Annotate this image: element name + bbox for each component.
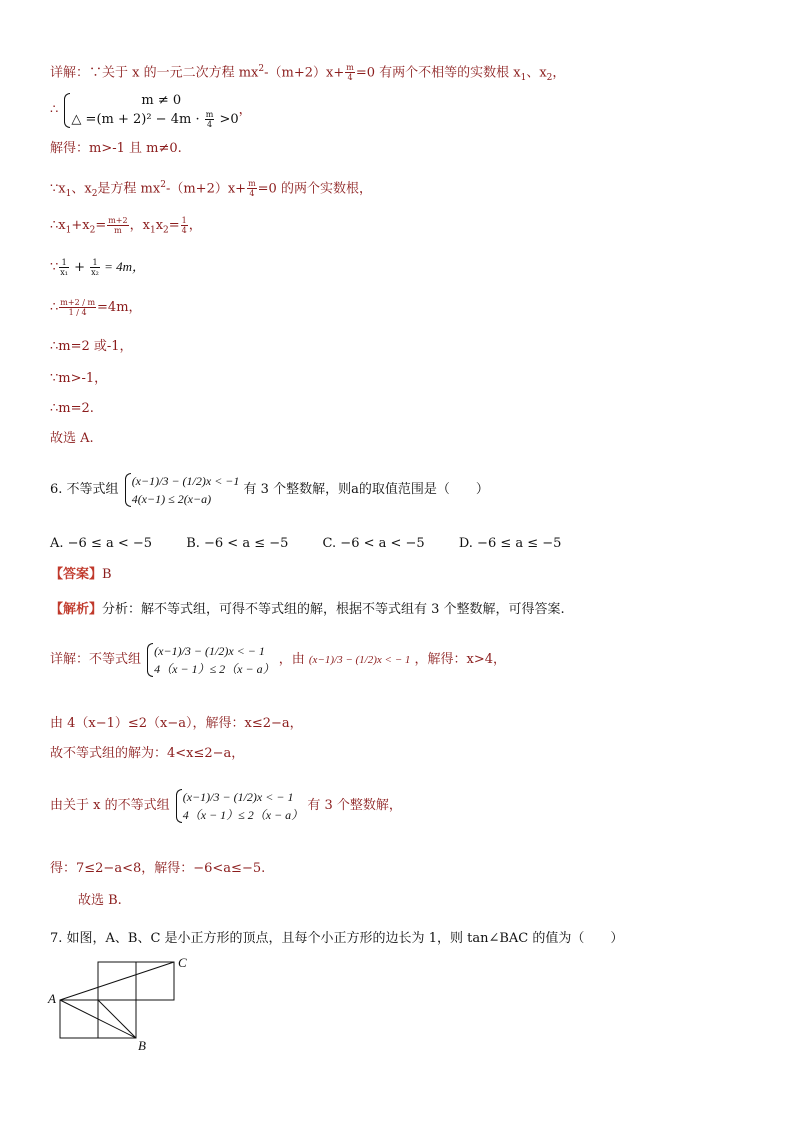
label-c: C bbox=[178, 955, 187, 970]
grid-square bbox=[60, 962, 98, 1000]
grid-diagonal bbox=[60, 962, 98, 1000]
detail-line-2: 由 4（x−1）≤2（x−a），解得：x≤2−a， bbox=[50, 716, 303, 731]
question-6: 6. 不等式组 (x−1)/3 − (1/2)x < −1 4(x−1) ≤ 2(x−a) 有 3 个整数解，则a的取值范围是（ ） bbox=[50, 474, 489, 506]
detail-line-6: 故选 B. bbox=[78, 893, 122, 908]
solution-line-5: $\therefore x_1+x_2=$ $\frac{m+2}{m}$ ，$x_1x_2=$ $\frac{1}{4}$ ， bbox=[50, 216, 202, 236]
segment-ab bbox=[98, 1000, 136, 1038]
grid-square bbox=[136, 962, 174, 1000]
solution-line-11: 故选 A. bbox=[50, 431, 94, 446]
detail-line-1: 详解：不等式组 (x−1)/3 − (1/2)x < − 1 4（x − 1）≤ 2（x − a） ，由 (x−1)/3 − (1/2)x < − 1 ，解得：x>4， bbox=[50, 644, 507, 676]
label-a: A bbox=[48, 991, 56, 1006]
solution-line-4: $\because x_1$、$x_2$是方程 $mx^2-(m+2)x+$ $\frac{m}{4}$ =0 的两个实数根， bbox=[50, 179, 372, 199]
option-c: C. −6 < a < −5 bbox=[322, 536, 425, 551]
answer-line: 【答案】B bbox=[50, 567, 112, 582]
discriminant-system: ∴ m ≠ 0 △ =(m + 2)² − 4m · $\frac{m}{4}$ >0 ， bbox=[50, 93, 252, 129]
question-6-options bbox=[50, 535, 591, 553]
solution-line-10: ∴m=2. bbox=[50, 401, 94, 416]
solution-line-9: ∵m>-1， bbox=[50, 371, 108, 386]
detail-line-3: 故不等式组的解为：4<x≤2−a， bbox=[50, 746, 245, 761]
solution-line-1: 详解：∵关于 x 的一元二次方程 $mx^2-(m+2)x+$ $\frac{m}{4}$ =0 有两个不相等的实数根 $x_1$、$x_2$， bbox=[50, 63, 566, 83]
solution-line-7: ∴ $\frac{m+2 / m}{1 / 4}$ =4m， bbox=[50, 298, 142, 317]
option-a: A. −6 ≤ a < −5 bbox=[50, 536, 153, 551]
question-7: 7. 如图，A、B、C 是小正方形的顶点，且每个小正方形的边长为 1，则 tan∠BAC 的值为（ ） bbox=[50, 931, 624, 946]
segment-ac bbox=[60, 962, 174, 1000]
detail-line-5: 得：7≤2−a<8，解得：−6<a≤−5. bbox=[50, 861, 266, 876]
detail-line-4: 由关于 x 的不等式组 (x−1)/3 − (1/2)x < − 1 4（x − 1）≤ 2（x − a） 有 3 个整数解， bbox=[50, 790, 402, 822]
solution-line-3: 解得：m>-1 且 m≠0. bbox=[50, 141, 182, 156]
grid-figure bbox=[44, 955, 194, 1055]
analysis-line: 【解析】分析：解不等式组，可得不等式组的解，根据不等式组有 3 个整数解，可得答案. bbox=[50, 602, 565, 617]
option-b: B. −6 < a ≤ −5 bbox=[186, 536, 289, 551]
grid-square bbox=[60, 1000, 98, 1038]
label-b: B bbox=[138, 1038, 146, 1053]
option-d: D. −6 ≤ a ≤ −5 bbox=[458, 536, 562, 551]
solution-line-6: ∵ $\frac{1}{\text{x₁}}$ + $\frac{1}{\text{x₂}}$ = 4m， bbox=[50, 258, 146, 277]
solution-line-8: ∴m=2 或-1， bbox=[50, 339, 133, 354]
